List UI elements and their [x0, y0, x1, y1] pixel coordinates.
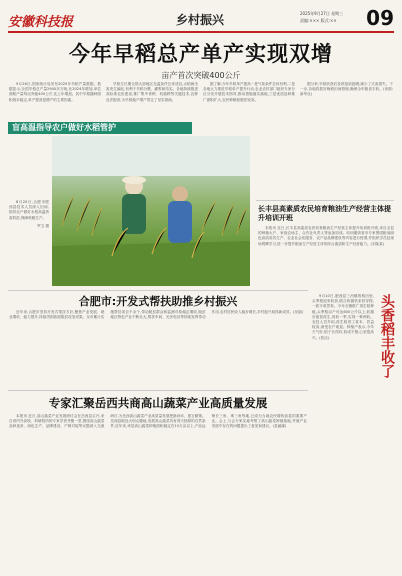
divider	[8, 290, 308, 291]
section-title: 乡村振兴	[176, 13, 225, 27]
lead-headline: 今年早稻总产单产实现双增	[69, 42, 333, 66]
divider	[256, 200, 394, 201]
photo-caption-title: 盲高温指导农户做好水稻管护	[8, 122, 192, 134]
newspaper-logo: 安徽科技报	[8, 15, 74, 30]
lead-subheadline: 亩产首次突破400公斤	[161, 71, 241, 80]
page-number: 09	[366, 6, 394, 30]
bottom-article-body: 本报讯 近日,高山蔬菜产业发展研讨会在岳西县召开,来自省内外高校、科研院所的专家学者齐聚一堂,围绕高山蔬菜品种选育、绿色生产、品牌建设、产销对接等议题深入交流研讨,为岳西高山蔬菜产业高质量发展把脉问诊、建言献策。岳西县地处大别山腹地,发展高山蔬菜具有得天独厚的自然条件,近年来,该县高山蔬菜种植面积稳定在10万亩以上,产品远销长三角、珠三角等地,已成为当地农民增收致富的重要产业。会上,与会专家实地考察了高山蔬菜种植基地,并就产业发展中存在的问题提出了意见和建议。(县融媒)	[9, 414, 307, 429]
right-article-title: 长丰县高素质农民培育粮油生产经营主体提升培训开班	[258, 205, 391, 222]
hefei-article-title: 合肥市:开发式帮扶助推乡村振兴	[78, 295, 238, 308]
photo-caption: 8月20日,合肥市肥西县技术人员深入田间,指导农户做好水稻高温热害防范,保障秋粮生产。 罗卫 摄	[9, 200, 49, 228]
lead-column-3: 据了解,今年早稻单产提高一是气象条件总体有利,二是各地大力推进早稻单产提升行动,农业农村部门组织专家分区分类开展技术指导,推动措施落实落地,三是优质品种推广面积扩大,农民种粮积极性较高。	[203, 82, 295, 102]
masthead-rule	[8, 31, 394, 33]
rice-field-illustration	[52, 136, 250, 286]
vertical-article-body: 9月10日,肥西县三河镇的稻田里,头季稻迎来收获,联合收割机来回穿梭,一派丰收景象。今年全镇推广再生稻种植,头季稻亩产可达600公斤以上,收割后留茬再生,再收一季,实现一种两收。农技人员介绍,再生稻省工省本、效益较高,深受农户欢迎。种植户表示,今年天气好,稻子长得好,收成不错,心里很高兴。(张洁)	[312, 294, 374, 340]
date-line: 2025年9月27日 星期三	[300, 11, 344, 16]
bottom-article-title: 专家汇聚岳西共商高山蔬菜产业高质量发展	[48, 396, 268, 410]
vertical-headline: 头香稻丰收了	[379, 294, 395, 378]
lead-column-4: 据分析,早稻收获后及时抢收抢晒,减少了灾害损失。下一步,各地将抓好晚稻田间管理,确保全年粮食丰收。(来源:新华社)	[300, 82, 393, 97]
photo-credit: 罗卫 摄	[37, 223, 49, 228]
lead-column-2: 早稻生长期全国大部地区光温条件总体适宜,水稻病虫害发生偏轻,有利于早稻分蘖、灌浆和结实。各地持续推进高标准农田建设,推广集中育秧、机插秧等关键技术,良种良法配套,为早稻稳产增产奠定了坚实基础。	[106, 82, 198, 102]
photo-caption-bar	[8, 122, 394, 134]
field-photo	[52, 136, 250, 286]
lead-column-1: 9月26日,国家统计局发布2025年早稻产量数据。数据显示,全国早稻总产量2900多万吨,比2024年增加,单位面积产量每亩突破400公斤,比上年增加。其中早稻播种面积基本稳定,单产提高是增产的主要因素。	[9, 82, 101, 102]
masthead	[8, 6, 394, 32]
editor-line: 责编:××× 版式:××	[300, 18, 337, 23]
right-article-body: 本报讯 近日,长丰县高素质农民培育粮油生产经营主体提升培训班开班,来自全县的种粮大户、家庭农场主、合作社负责人等参加培训。培训邀请省市专家围绕粮油绿色高质高效生产、农业社会化服务、农产品品牌建设等内容进行授课,并组织学员赴现场观摩学习,进一步提升粮油生产经营主体的综合素质和生产经营能力。(刘某某)	[258, 226, 394, 246]
hefei-article-body: 近年来,合肥市坚持开发式帮扶方针,聚焦产业发展、就业增收、能力提升,持续巩固拓展脱贫攻坚成果。全市累计实施帮扶项目千余个,带动脱贫群众和监测对象稳定增收,脱贫地区特色产业不断壮大,帮扶车间、光伏电站等持续发挥带动作用,农村居民收入稳步增长,乡村振兴取得新成效。(吴丽)	[9, 310, 303, 320]
divider	[8, 390, 308, 391]
